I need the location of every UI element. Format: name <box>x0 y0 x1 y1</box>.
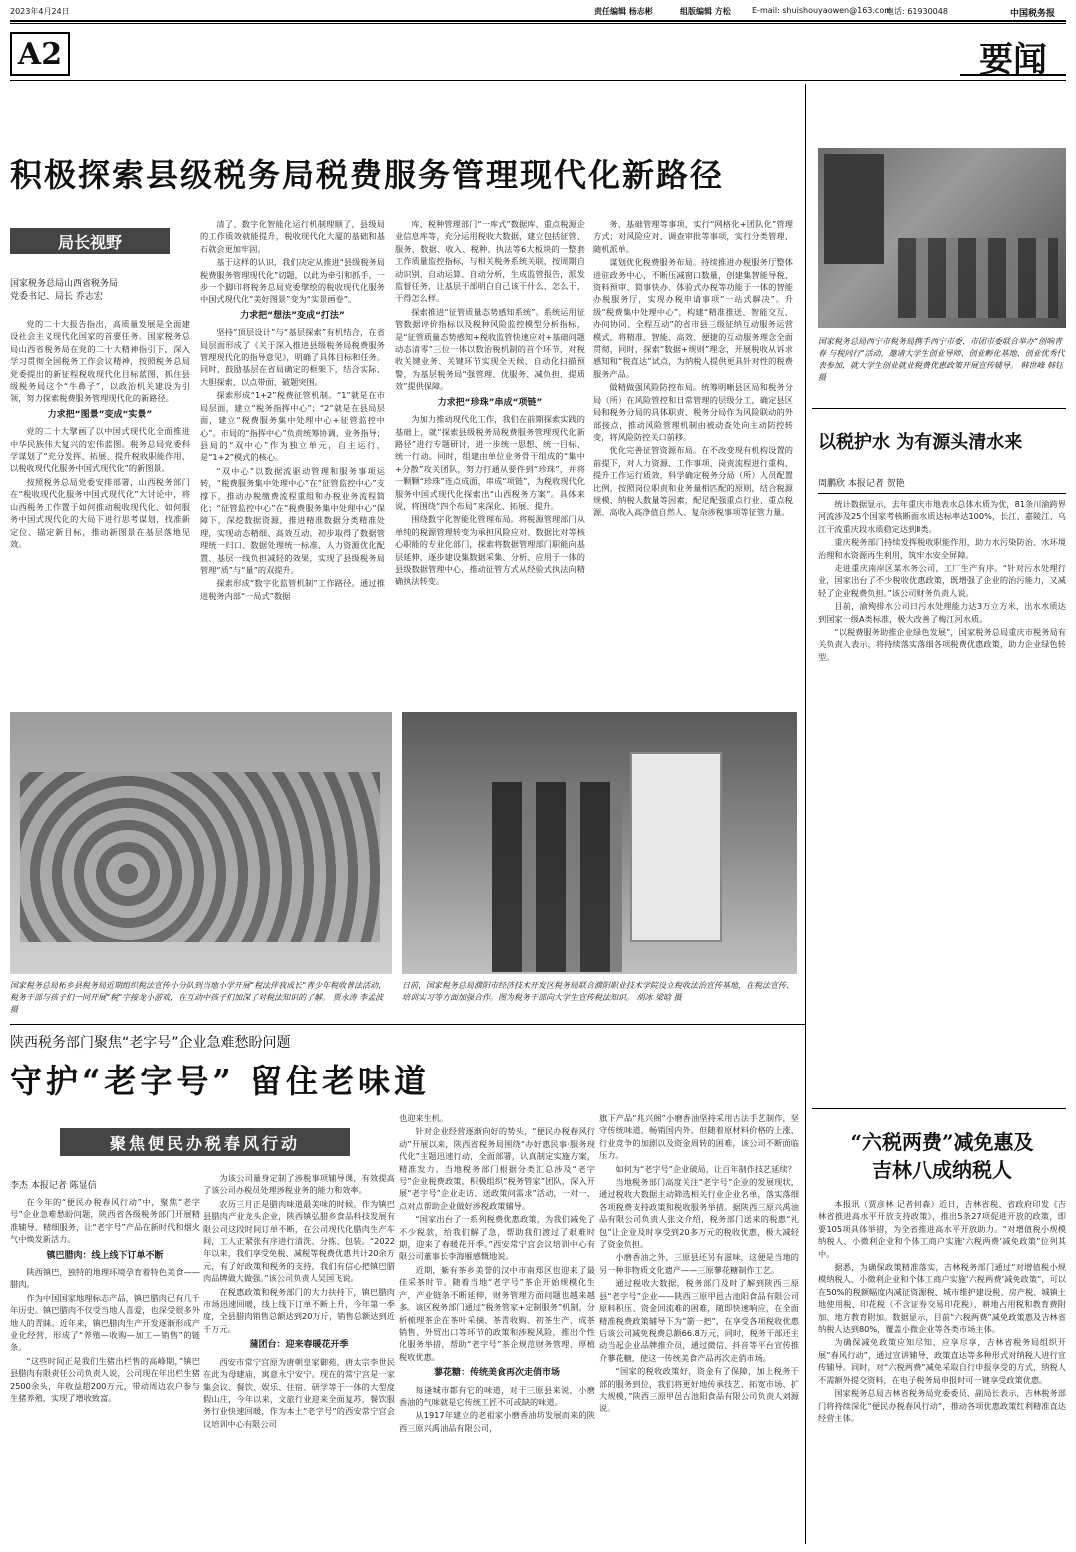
layout-editor-credit: 组版编辑 方松 <box>680 7 731 16</box>
paragraph: 务、基础管理等事项，实行“网格化+团队化”管理方式；对风险应对、调查审批等事项，实行分类管理、随机派单。 <box>593 219 793 254</box>
paragraph: “国家的税收政策好，资金有了保障，加上税务干部的服务到位，我们将更好地传承技艺、拓宽市场、扩大规模，”陕西三原甲邑古池阳食品有限公司负责人刘源说。 <box>599 1366 799 1414</box>
section-title: 要闻 <box>960 32 1066 76</box>
photo-caption: 国家税务总局西宁市税务局携手西宁市委、市团市委联合举办“创响青春 与税同行”活动，邀请大学生创业导师、创业孵化基地、创业优秀代表参加，就大学生创业就业税费优惠政策开展宣传辅导。 韩世峰 韩钰 摄 <box>818 337 1065 382</box>
editor-credit: 责任编辑 杨志彬 <box>594 7 653 16</box>
paragraph: “这些时间正是我们生猪出栏售的高峰期，”镇巴县腊肉有限责任公司负责人说，公司现在年出栏生猪2500余头，年收益超200万元，带动周边农户参与生猪养殖，实现了增收致富。 <box>10 1355 200 1404</box>
paragraph: 针对企业经营逐渐向好的势头，“便民办税春风行动”开展以来，陕西省税务局围绕“办好惠民事·服务现代化”主题迅速行动，全面部署，认真制定实施方案，精准发力。当地税务部门根据分类汇总涉及“老字号”企业税费政策，积极组织“税务管家”团队，深入开展“老字号”企业走访、送政策问需求”活动，一对一、点对点帮助企业做好涉税政策辅导。 <box>399 1126 595 1211</box>
paragraph: 如何为“老字号”企业破局，让百年制作技艺延续？ <box>615 1163 796 1174</box>
second-column-4 <box>599 1112 799 1544</box>
paragraph: 旗下产品“兆兴阁”小磨香油坚持采用古法手艺制作，坚守传统味道，畅销国内外。但随着原材料价格的上涨、行业竞争的加剧以及资金周转的困难，该公司不断面临压力。 <box>599 1113 799 1161</box>
paragraph: 小磨香油之外，三原县还另有滋味，这便是当地的另一种非物质文化遗产——三原蓼花糖制作工艺。 <box>599 1252 799 1275</box>
paragraph: “以税费服务助推企业绿色发展”，国家税务总局重庆市税务局有关负责人表示，将持续落实落细各项税费优惠政策，助力企业绿色转型。 <box>818 627 1066 662</box>
paragraph: 清了、数字化智能化运行机制理顺了，县级局的工作质效就能提升，税收现代化大厦的基础和基石就会更加牢固。 <box>200 219 385 254</box>
contact-phone: 电话: 61930048 <box>886 7 948 16</box>
paragraph: 目前，渝殉排水公司日污水处理能力达3万立方米，出水水质达到国家一级A类标准，极大改善了梅江河水质。 <box>818 601 1066 624</box>
subheading: 力求把“图景”变成“实景” <box>47 409 153 420</box>
campaign-banner: 聚焦便民办税春风行动 <box>60 1128 350 1156</box>
paragraph: 陕西镇巴，独特的地理环境孕育着特色美食——腊肉。 <box>10 1267 200 1290</box>
paragraph: 也迎来生机。 <box>399 1113 449 1123</box>
paragraph: 作为中国国家地理标志产品，镇巴腊肉已有几千年历史。镇巴腊肉不仅受当地人喜爱，也深受很多外地人的青睐。近年来，镇巴腊肉生产开发逐渐形成产业化经营，形成了“养殖—收购—加工—销售”的链条。 <box>10 1292 200 1353</box>
water-article-headline: 以税护水 为有源头清水来 <box>818 432 1023 453</box>
paragraph: 优化完善征管资源布局。在不改变现有机构设置的前提下，对人力资源、工作事项、岗责流程进行重构，提升工作运行质效，科学确定税务分局（所）人员配置比例，按照岗位职责和业务量相匹配的原则，结合税源规模、纳税人数量等因素，配足配强重点行业、重点税源、高收入高净值自然人、复杂涉税事项等征管力量。 <box>593 445 793 518</box>
masthead-rule <box>10 80 1066 81</box>
event-photo <box>818 148 1066 328</box>
college-visit-photo <box>402 712 797 974</box>
paragraph: 围绕数字化智能化管理布局。将税源管理部门从单纯的税源管理转变为承担风险应对、数据比对等核心职能的专业化部门，探索将数据管理部门职能向基层延伸，逐步建设集数据采集、分析、应用于一体的县级数据管理中心，推动征管方式从经验式执法向精确执法转变。 <box>395 514 585 587</box>
second-article-kicker: 陕西税务部门聚焦“老字号”企业急难愁盼问题 <box>10 1035 291 1051</box>
paragraph: 统计数据显示，去年重庆市地表水总体水质为优，81条川渝跨界河流涉及25个国家考核断面水质达标率达100%，长江、嘉陵江、乌江干流重庆段水质稳定达到Ⅱ类。 <box>818 499 1066 534</box>
paragraph: 库、税种管理部门“一库式”数据库、重点税源企业信息库等，充分运用税收大数据，建立包括征管、服务、数据、收入、税种、执法等6大板块的一整套工作质量监控指标，与相关税务系统关联，按周期自动识别、自动运算、自动分析，生成监管报告，派发监督任务，让基层干部明白自己该干什么、怎么干、干得怎么样。 <box>395 219 585 304</box>
paragraph: 做精做强风险防控布局。统筹明晰县区局和税务分局（所）在风险管控和日常管理的层级分工，确定县区局和税务分局的具体职责、税务分局作为风险联动的外部接点，推动风险管理机制由被动查处向主动防控转变，将风险防控关口前移。 <box>593 382 793 442</box>
paragraph: 当地税务部门高度关注“老字号”企业的发展现状，通过税收大数据主动筛选相关行业企业名单，落实落细各项税费支持政策和税收服务举措。据陕西三原兴禹油品有限公司负责人张文介绍，税务部门送来的税惠“礼包”让企业及时享受到20多万元的税收优惠，极大减轻了资金负担。 <box>599 1177 799 1250</box>
subheading: 蒲团台：迎来春暖花开季 <box>249 1340 349 1351</box>
paragraph: 走进重庆南岸区某水务公司，工厂生产有序。“针对污水处理行业，国家出台了不少税收优惠政策，既增强了企业的治污能力，又减轻了企业税费负担。”该公司财务负责人说。 <box>818 563 1066 598</box>
water-article-byline: 周鹏欣 本报记者 贺艳 <box>818 476 1066 494</box>
second-article-headline: 守护“老字号” 留住老味道 <box>10 1062 430 1100</box>
school-activity-photo <box>10 712 392 974</box>
section-rule <box>812 408 1066 409</box>
paragraph: 探索形成“1+2”税费征管机制。“1”就是在市局层面，建立“税务指挥中心”；“2”就是在县局层面，建立“税费服务集中处理中心+征管监控中心”。市局的“指挥中心”负责统筹协调、业务指导；县局的“双中心”作为独立单元，自主运行，是“1+2”模式的核心。 <box>200 390 385 463</box>
photo-caption: 国家税务总局柘乡县税务局近期组织税法宣传小分队到当地小学开展“税法伴我成长”青少年税收普法活动，税务干部与孩子们一同开展“税”字接龙小游戏，在互动中孩子们加深了对税法知识的了解。 贾永涛 李孟波 摄 <box>10 981 387 1014</box>
paragraph: 农历三月正是腊肉味道最美味的时候。作为镇巴县腊肉产业龙头企业，陕西镇弘腊乡食品科技发展有限公司这段时间订单不断，在公司现代化腊肉生产车间，工人正紧张有序进行清洗、分拣、包装。“2022年以来，我们享受免税、减税等税费优惠共计20余万元，有了好政策和税务的支持，我们有信心把镇巴腊肉品牌做大做强。”该公司负责人吴国飞说。 <box>203 1198 395 1284</box>
newspaper-name: 中国税务报 <box>1010 9 1056 19</box>
paragraph: 西安市常宁宫原为唐朝皇家御苑，唐太宗李世民在此为母建庙，寓意永宁安宁。现在的常宁宫是一家集会议、餐饮、娱乐、住宿、研学等于一体的大型度假山庄，今年以来，文旅行业迎来全面复苏，餐饮服务行业快速回暖，作为本土“老字号”的西安常宁宫会议培训中心有限公司 <box>203 1356 395 1429</box>
paragraph: “国家出台了一系列税费优惠政策，为我们减免了不少税款，给我们解了急，帮助我们渡过了艰难时期，迎来了春暖花开季。”西安常宁宫会议培训中心有限公司董事长李海雁感慨地说。 <box>399 1214 595 1262</box>
column-divider <box>805 84 806 1544</box>
second-column-1 <box>10 1196 200 1544</box>
paragraph: 每逢城市都有它的味道，对于三原县来说，小磨香油的气味就是它传统工匠不可或缺的味道。 <box>399 1384 595 1407</box>
subheading: 力求把“珍珠”串成“项链” <box>437 397 543 408</box>
jilin-article-headline: “六税两费”减免惠及 吉林八成纳税人 <box>850 1130 1034 1182</box>
subheading: 力求把“想法”变成“打法” <box>240 310 345 321</box>
paragraph: 为确保减免政策应知尽知、应享尽享，吉林省税务局组织开展“春风行动”，通过宣讲辅导、政策直达等多种形式对纳税人进行宣传辅导。同时，对“六税两费”减免采取自行申报享受的方式，纳税人不需额外提交资料，在电子税务局申报时可一键享受政策优惠。 <box>818 1337 1066 1385</box>
column-banner: 局长视野 <box>10 228 170 254</box>
paragraph: 在税惠政策和税务部门的大力扶持下，镇巴腊肉市场迅速回暖，线上线下订单不断上升，今年第一季度，全县腊肉销售总额达到20万斤，销售总额达到近千万元。 <box>203 1286 395 1334</box>
paragraph: 基于这样的认识，我们决定从推进“县级税务局税费服务管理现代化”切题，以此为牵引和抓手，一步一个脚印将税务总局党委擘绘的税收现代化服务中国式现代化“美好图景”变为“实景画卷”。 <box>200 257 385 305</box>
second-column-2 <box>203 1172 395 1544</box>
lead-column-2 <box>200 218 385 668</box>
paragraph: 党的二十大报告指出，高质量发展是全面建设社会主义现代化国家的首要任务。国家税务总局山西省税务局在党的二十大精神指引下，深入学习贯彻全国税务工作会议精神，按照税务总局党委提出的新征程税收现代化目标蓝图，抓住县级税务局这个“牛鼻子”，以政治机关建设为引领，努力探索税费服务管理现代化的新路径。 <box>10 319 190 404</box>
subheading: 镇巴腊肉：线上线下订单不断 <box>46 1250 164 1261</box>
second-article-byline: 李杰 本报记者 陈显信 <box>10 1181 97 1191</box>
subheading: 蓼花糖：传统美食再次走俏市场 <box>433 1368 560 1379</box>
paragraph: 党的二十大擘画了以中国式现代化全面推进中华民族伟大复兴的宏伟蓝图。税务总局党委科学谋划了“充分发挥、拓展、提升税收职能作用，以税收现代化服务中国式现代化”的新图景。 <box>10 426 190 474</box>
lead-column-4 <box>593 218 793 668</box>
section-rule <box>10 1024 805 1025</box>
second-column-3 <box>399 1112 595 1544</box>
header-rule-thin <box>10 23 1066 24</box>
paragraph: 国家税务总局吉林省税务局党委委员、副局长表示，吉林税务部门将持续深化“便民办税春风行动”，推动各项优惠政策红利精准直达经营主体。 <box>818 1388 1066 1423</box>
lead-column-1 <box>10 318 190 668</box>
paragraph: 从1917年建立的老祖家小磨香油坊发展而来的陕西三原兴禹油品有限公司， <box>399 1410 595 1433</box>
lead-column-3 <box>395 218 585 668</box>
section-rule <box>812 1108 1066 1109</box>
lead-headline: 积极探索县级税务局税费服务管理现代化新路径 <box>10 156 725 194</box>
paragraph: 据悉，为确保政策精准落实，吉林税务部门通过“对增值税小规模纳税人、小微利企业和个体工商户实施‘六税两费’减免政策”，可以在50%的税额幅度内减征资源税、城市维护建设税、房产税、城镇土地使用税、印花税（不含证券交易印花税）、耕地占用税和教育费附加、地方教育附加。数据显示，目前“六税两费”减免政策惠及吉林省纳税人达到80%，覆盖小微企业等各类市场主体。 <box>818 1262 1066 1335</box>
paragraph: 坚持“顶层设计”与“基层探索”有机结合，在省局层面形成了《关于深入推进县级税务局税费服务管理现代化的指导意见》，明确了具体目标和任务。同时，鼓励基层在省局确定的框架下，结合实际、大胆探索，以点带面、破题突围。 <box>200 327 385 387</box>
paragraph: 探索形成“数字化监管机制”工作路径。通过推进税务内部“一局式”数据 <box>200 578 385 601</box>
paragraph: 探索推进“征管质量态势感知系统”。系统运用征管数据评价指标以及税种风险监控模型分析指标，是“征管质量态势感知+税收监管快速应对+基础问题动态清零”三位一体以数治税机制的首个环节，对税收关键业务、关键环节实现全天候、自动化扫描预警，为基层税务局“强管理、优服务、减负担、提质效”提供保障。 <box>395 306 585 392</box>
paragraph: 为加力推动现代化工作，我们在前期探索实践的基础上，就“探索县级税务局税费服务管理现代化新路径”进行专题研讨，进一步统一思想、统一目标、统一行动。同时，组建由单位业务骨干组成的“集中+分散”攻关团队，努力打通从要件到“珍珠”，并将一颗颗“珍珠”连点成面，串成“项链”，为税收现代化服务中国式现代化探索出“山西税务方案”。具体来说，将围绕“四个布局”来深化、拓展、提升。 <box>395 414 585 511</box>
jilin-article-body <box>818 1198 1066 1544</box>
paragraph: 本报讯（贾彦林 记者何森）近日，吉林省税、省政府印发《吉林省推进高水平开放支持政策》，推出5条27项促进开放的政策，即要105项具体举措，为全省推进高水平开放助力。“对增值税小规模纳税人、小微利企业和个体工商户实施‘六税两费’减免政策”位列其中。 <box>818 1199 1066 1259</box>
water-article-body <box>818 498 1066 820</box>
contact-email: E-mail: shuishouyaowen@163.com <box>752 6 893 15</box>
page-number-box: A2 <box>10 32 70 76</box>
header-rule <box>10 20 1066 22</box>
paragraph: 在今年的“便民办税春风行动”中，聚焦“老字号”企业急难愁盼问题，陕西省各级税务部门开展精准辅导、精细服务，让“老字号”产品在新时代和烟火气中焕发新活力。 <box>10 1197 200 1245</box>
paragraph: 谋划优化税费服务布局。持续推进办税服务厅整体进驻政务中心，不断压减窗口数量，创建集智能导税、资料预审、简事快办、体验式办税等功能于一体的智能办税服务厅，实现办税申请事项“一站式解决”。升级“税费集中处理中心”，构建“精准推送、智能交互、办问协同、全程互动”的省市县三级征纳互动服务运营模式，将精准、智能、高效、便捷的互动服务理念全面贯彻，同时，探索“数据+规则”理念，开展税收从诉求感知和“税直达”试点，为纳税人提供更具针对性的税费服务产品。 <box>593 257 793 379</box>
paragraph: 按照税务总局党委安排部署，山西税务部门在“税收现代化服务中国式现代化”大讨论中，将山西税务工作置于如何推动税收现代化、如何服务中国式现代化的大局下进行思考谋划，找准新定位、锚定新目标，推动新图景在基层落地见效。 <box>10 476 190 549</box>
paragraph: 为该公司量身定制了涉税事项辅导课，有效提高了该公司办税员处理涉税业务的能力和效率。 <box>203 1173 395 1196</box>
paragraph: “双中心”以数据流驱动管理和服务事项运转，“税费服务集中处理中心”在“征管监控中心”支撑下，推动办税缴费流程重组和办税业务流程简化；“征管监控中心”在“税费服务集中处理中心”保障下，深挖数据资源，推进精准数据分类精准处理，实现动态精细、高效互动，初步取得了数据管理统一归口、数据处理统一标准、人力资源优化配置、基层一线负担减轻的效果，实现了县级税务局管理“质”与“量”的双提升。 <box>200 465 385 575</box>
photo-caption: 日前，国家税务总局濮阳市经济技术开发区税务局联合濮阳职业技术学院设立税收法治宣传基地，在税法宣传、培训实习等方面加强合作。图为税务干部向大学生宣传税法知识。 胡冰 梁晗 摄 <box>402 981 794 1002</box>
paragraph: 通过税收大数据，税务部门及时了解到陕西三原县“老字号”企业——陕西三原甲邑古池阳食品有限公司原料积压、资金回流难的困难，随即快速响应，在全面精准税费政策辅导下为“箭一把”，在享受各项税收优惠后该公司减免税费总额66.8万元，同时，税务干部还主动当起企业品牌推介员，通过微信、抖音等平台宣传推介蓼花糖，使这一传统美食产品再次走俏市场。 <box>599 1278 799 1363</box>
lead-byline: 国家税务总局山西省税务局 党委书记、局长 乔志宏 <box>10 279 119 302</box>
paragraph: 重庆税务部门持续发挥税收职能作用，助力水污染防治、水环境治理和水资源再生利用，筑牢水安全屏障。 <box>818 537 1066 560</box>
issue-date: 2023年4月24日 <box>10 7 70 16</box>
page-header-bar <box>10 6 1066 20</box>
paragraph: 近期，紫有茶乡美誉的汉中市南郑区也迎来了最佳采茶时节。随着当地“老字号”茶企开始规模化生产，产业链条不断延伸，财务管理方面问题也越来越多。该区税务部门通过“税务管家+定制服务”机制，分析梳理茶企在茶叶采摘、茶青收购、初茶生产、成茶销售、外贸出口等环节的政策和涉税风险，推出个性化服务举措，帮助“老字号”茶企规范财务管理、厚植税收优惠。 <box>399 1264 595 1362</box>
